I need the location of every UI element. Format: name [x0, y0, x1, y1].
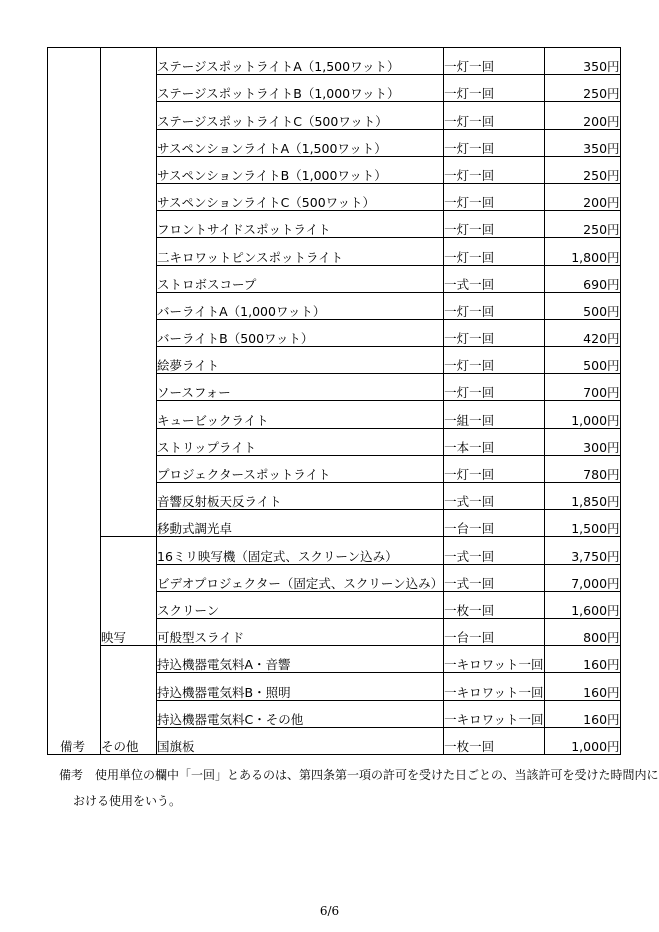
item-name: サスペンションライトA（1,500ワット） — [157, 129, 444, 156]
fee-amount: 1,500円 — [544, 510, 620, 537]
remarks-line-2: おける使用をいう。 — [73, 794, 182, 808]
category-label: 映写 — [101, 630, 127, 646]
item-name: ステージスポットライトA（1,500ワット） — [157, 48, 444, 75]
fee-amount: 1,850円 — [544, 483, 620, 510]
item-name: 移動式調光卓 — [157, 510, 444, 537]
usage-unit: 一灯一回 — [444, 319, 544, 346]
usage-unit: 一灯一回 — [444, 211, 544, 238]
item-name: ソースフォー — [157, 374, 444, 401]
remarks-label-cell — [48, 48, 101, 755]
item-name: スクリーン — [157, 591, 444, 618]
fee-amount: 250円 — [544, 211, 620, 238]
table-row — [48, 537, 621, 564]
page-number: 6/6 — [319, 904, 340, 918]
usage-unit: 一枚一回 — [444, 727, 544, 754]
item-name: 16ミリ映写機（固定式、スクリーン込み） — [157, 537, 444, 564]
fee-amount: 350円 — [544, 48, 620, 75]
item-name: バーライトB（500ワット） — [157, 319, 444, 346]
category-label — [101, 531, 156, 536]
item-name: キュービックライト — [157, 401, 444, 428]
item-name: 国旗板 — [157, 727, 444, 754]
usage-unit: 一本一回 — [444, 428, 544, 455]
fee-amount: 1,000円 — [544, 727, 620, 754]
fee-amount: 690円 — [544, 265, 620, 292]
table-row — [48, 646, 621, 673]
usage-unit: 一灯一回 — [444, 183, 544, 210]
item-name: 二キロワットピンスポットライト — [157, 238, 444, 265]
item-name: プロジェクタースポットライト — [157, 455, 444, 482]
item-name: 音響反射板天反ライト — [157, 483, 444, 510]
category-cell — [101, 537, 157, 646]
remarks-label: 備考 — [60, 738, 86, 754]
fee-amount: 500円 — [544, 292, 620, 319]
item-name: ビデオプロジェクター（固定式、スクリーン込み） — [157, 564, 444, 591]
fee-amount: 780円 — [544, 455, 620, 482]
fee-amount: 250円 — [544, 156, 620, 183]
usage-unit: 一キロワット一回 — [444, 646, 544, 673]
fee-amount: 300円 — [544, 428, 620, 455]
item-name: 持込機器電気料C・その他 — [157, 700, 444, 727]
item-name: ストリップライト — [157, 428, 444, 455]
usage-unit: 一灯一回 — [444, 455, 544, 482]
remarks-line-1: 備考 使用単位の欄中「一回」とあるのは、第四条第一項の許可を受けた日ごとの、当該許可を受けた時間内に — [59, 768, 659, 782]
usage-unit: 一灯一回 — [444, 292, 544, 319]
fee-amount: 160円 — [544, 673, 620, 700]
usage-unit: 一灯一回 — [444, 347, 544, 374]
item-name: ステージスポットライトB（1,000ワット） — [157, 75, 444, 102]
usage-unit: 一灯一回 — [444, 129, 544, 156]
category-label: その他 — [101, 738, 139, 754]
category-cell — [101, 646, 157, 755]
fee-amount: 200円 — [544, 102, 620, 129]
fee-amount: 160円 — [544, 646, 620, 673]
item-name: 可般型スライド — [157, 618, 444, 645]
usage-unit: 一式一回 — [444, 265, 544, 292]
fee-amount: 7,000円 — [544, 564, 620, 591]
table-row — [48, 48, 621, 75]
fee-amount: 160円 — [544, 700, 620, 727]
item-name: サスペンションライトC（500ワット） — [157, 183, 444, 210]
usage-unit: 一式一回 — [444, 537, 544, 564]
usage-unit: 一灯一回 — [444, 238, 544, 265]
fee-amount: 420円 — [544, 319, 620, 346]
fee-amount: 1,800円 — [544, 238, 620, 265]
category-cell — [101, 48, 157, 537]
fee-amount: 800円 — [544, 618, 620, 645]
item-name: ステージスポットライトC（500ワット） — [157, 102, 444, 129]
item-name: ストロボスコープ — [157, 265, 444, 292]
usage-unit: 一台一回 — [444, 510, 544, 537]
usage-unit: 一式一回 — [444, 564, 544, 591]
fee-amount: 1,600円 — [544, 591, 620, 618]
usage-unit: 一灯一回 — [444, 48, 544, 75]
item-name: フロントサイドスポットライト — [157, 211, 444, 238]
usage-unit: 一キロワット一回 — [444, 700, 544, 727]
fee-amount: 500円 — [544, 347, 620, 374]
usage-unit: 一キロワット一回 — [444, 673, 544, 700]
usage-unit: 一式一回 — [444, 483, 544, 510]
item-name: サスペンションライトB（1,000ワット） — [157, 156, 444, 183]
item-name: バーライトA（1,000ワット） — [157, 292, 444, 319]
fee-amount: 700円 — [544, 374, 620, 401]
fee-amount: 350円 — [544, 129, 620, 156]
usage-unit: 一灯一回 — [444, 75, 544, 102]
usage-unit: 一枚一回 — [444, 591, 544, 618]
usage-unit: 一灯一回 — [444, 374, 544, 401]
fee-amount: 3,750円 — [544, 537, 620, 564]
fee-table-body — [48, 48, 621, 755]
usage-unit: 一灯一回 — [444, 102, 544, 129]
usage-unit: 一組一回 — [444, 401, 544, 428]
usage-unit: 一台一回 — [444, 618, 544, 645]
item-name: 絵夢ライト — [157, 347, 444, 374]
fee-amount: 1,000円 — [544, 401, 620, 428]
item-name: 持込機器電気料B・照明 — [157, 673, 444, 700]
fee-amount: 250円 — [544, 75, 620, 102]
usage-unit: 一灯一回 — [444, 156, 544, 183]
fee-amount: 200円 — [544, 183, 620, 210]
fee-table — [47, 47, 621, 755]
item-name: 持込機器電気料A・音響 — [157, 646, 444, 673]
